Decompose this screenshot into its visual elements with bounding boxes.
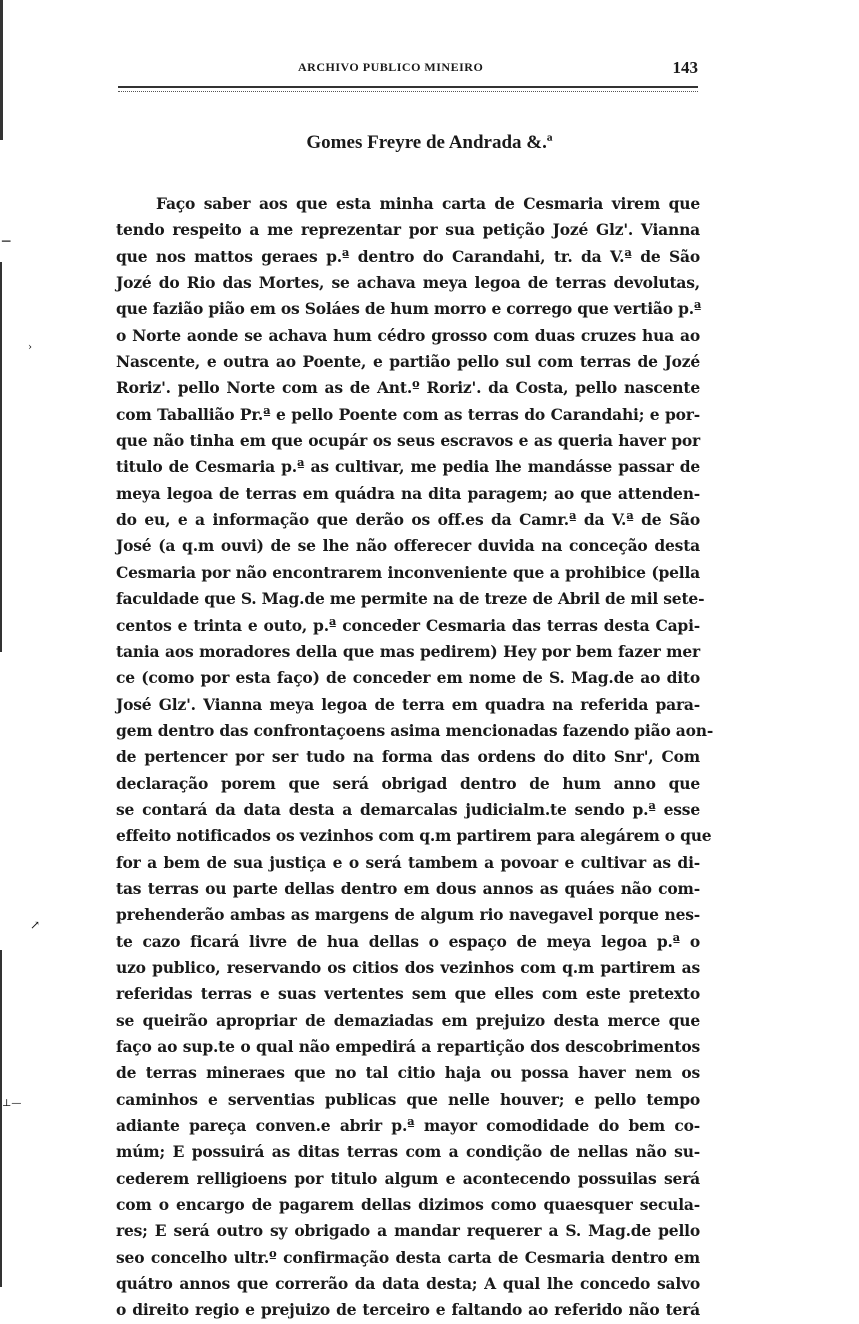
text-line: que não tinha em que ocupár os seus escravos e as queria haver por [116,431,700,451]
text-line: faço ao sup.te o qual não empedirá a repartição dos descobrimentos [116,1037,700,1056]
scan-edge-shadow [0,950,2,1287]
text-line: se queirão apropriar de demaziadas em prejuizo desta merce que [116,1010,700,1030]
text-line: meya legoa de terras em quádra na dita paragem; ao que attenden- [116,483,700,503]
text-line: com o encargo de pagarem dellas dizimos como quaesquer secula- [116,1195,700,1215]
text-line: tas terras ou parte dellas dentro em dous annos as quáes não com- [116,878,700,898]
text-line: que nos mattos geraes p.ª dentro do Carandahi, tr. da V.ª de São [116,246,700,266]
scan-artifact-mark: ─ [2,234,11,250]
text-line: José (a q.m ouvi) de se lhe não offerecer duvida na conceção desta [116,536,700,556]
text-line: de pertencer por ser tudo na forma das ordens do dito Snr', Com [116,747,700,767]
text-line: titulo de Cesmaria p.ª as cultivar, me pedia lhe mandásse passar de [116,457,700,477]
page-number: 143 [672,58,698,77]
text-line: effeito notificados os vezinhos com q.m partirem para alegárem o que [116,826,712,846]
text-line: res; E será outro sy obrigado a mandar requerer a S. Mag.de pello [116,1221,700,1241]
scan-artifact-mark: › [28,342,32,353]
text-line: Jozé do Rio das Mortes, se achava meya legoa de terras devolutas, [116,273,700,293]
text-line: gem dentro das confrontaçoens asima mencionadas fazendo pião aon- [116,720,714,740]
scan-artifact-mark: ⊥— [2,1098,22,1109]
text-line: declaração porem que será obrigad dentro de hum anno que [116,773,700,793]
text-line: Nascente, e outra ao Poente, e partião pello sul com terras de Jozé [116,352,700,372]
text-line: tendo respeito a me reprezentar por sua petição Jozé Glz'. Vianna [116,220,700,240]
running-head: ARCHIVO PUBLICO MINEIRO [298,60,484,74]
text-line: uzo publico, reservando os citios dos vezinhos com q.m partirem as [116,957,700,977]
text-line: o Norte aonde se achava hum cédro grosso com duas cruzes hua ao [116,325,700,345]
scan-artifact-mark: ↗ [30,918,41,932]
page-header [118,58,698,80]
text-line: que fazião pião em os Soláes de hum morro e corrego que vertião p.ª [116,299,702,319]
text-line: com Taballião Pr.ª e pello Poente com as terras do Carandahi; e por- [116,404,700,424]
text-line: te cazo ficará livre de hua dellas o espaço de meya legoa p.ª o [116,931,700,951]
text-line: referidas terras e suas vertentes sem que elles com este pretexto [116,984,700,1004]
text-line: seo concelho ultr.º confirmação desta carta de Cesmaria dentro em [116,1247,700,1267]
text-line: do eu, e a informação que derão os off.es da Camr.ª da V.ª de São [116,510,700,530]
text-line: múm; E possuirá as ditas terras com a condição de nellas não su- [116,1142,700,1162]
scan-edge-shadow [0,0,3,140]
text-line: faculdade que S. Mag.de me permite na de treze de Abril de mil sete- [116,589,705,609]
text-line: o direito regio e prejuizo de terceiro e faltando ao referido não terá [116,1300,700,1320]
scan-edge-shadow [0,262,2,652]
text-line: prehenderão ambas as margens de algum rio navegavel porque nes- [116,905,700,925]
text-line: centos e trinta e outo, p.ª conceder Cesmaria das terras desta Capi- [116,615,700,635]
text-line: adiante pareça conven.e abrir p.ª mayor comodidade do bem co- [116,1116,700,1136]
text-line: Roriz'. pello Norte com as de Ant.º Roriz'. da Costa, pello nascente [116,378,700,398]
text-line: Faço saber aos que esta minha carta de Cesmaria virem que [156,194,700,213]
body-text [116,191,714,1324]
text-line: tania aos moradores della que mas pedirem) Hey por bem fazer mer [116,641,700,661]
text-line: for a bem de sua justiça e o será tambem a povoar e cultivar as di- [116,852,700,872]
document-title: Gomes Freyre de Andrada &.ª [306,132,553,153]
text-line: José Glz'. Vianna meya legoa de terra em quadra na referida para- [116,694,700,714]
text-line: ce (como por esta faço) de conceder em nome de S. Mag.de ao dito [116,668,700,688]
text-line: quátro annos que correrão da data desta; A qual lhe concedo salvo [116,1274,700,1294]
text-line: caminhos e serventias publicas que nelle houver; e pello tempo [116,1089,700,1109]
text-line: Cesmaria por não encontrarem inconveniente que a prohibice (pella [116,562,700,582]
header-rule [118,86,698,92]
text-line: se contará da data desta a demarcalas judicialm.te sendo p.ª esse [116,799,700,819]
text-line: de terras mineraes que no tal citio haja ou possa haver nem os [116,1063,700,1083]
text-line: cederem relligioens por titulo algum e acontecendo possuilas será [116,1168,700,1188]
